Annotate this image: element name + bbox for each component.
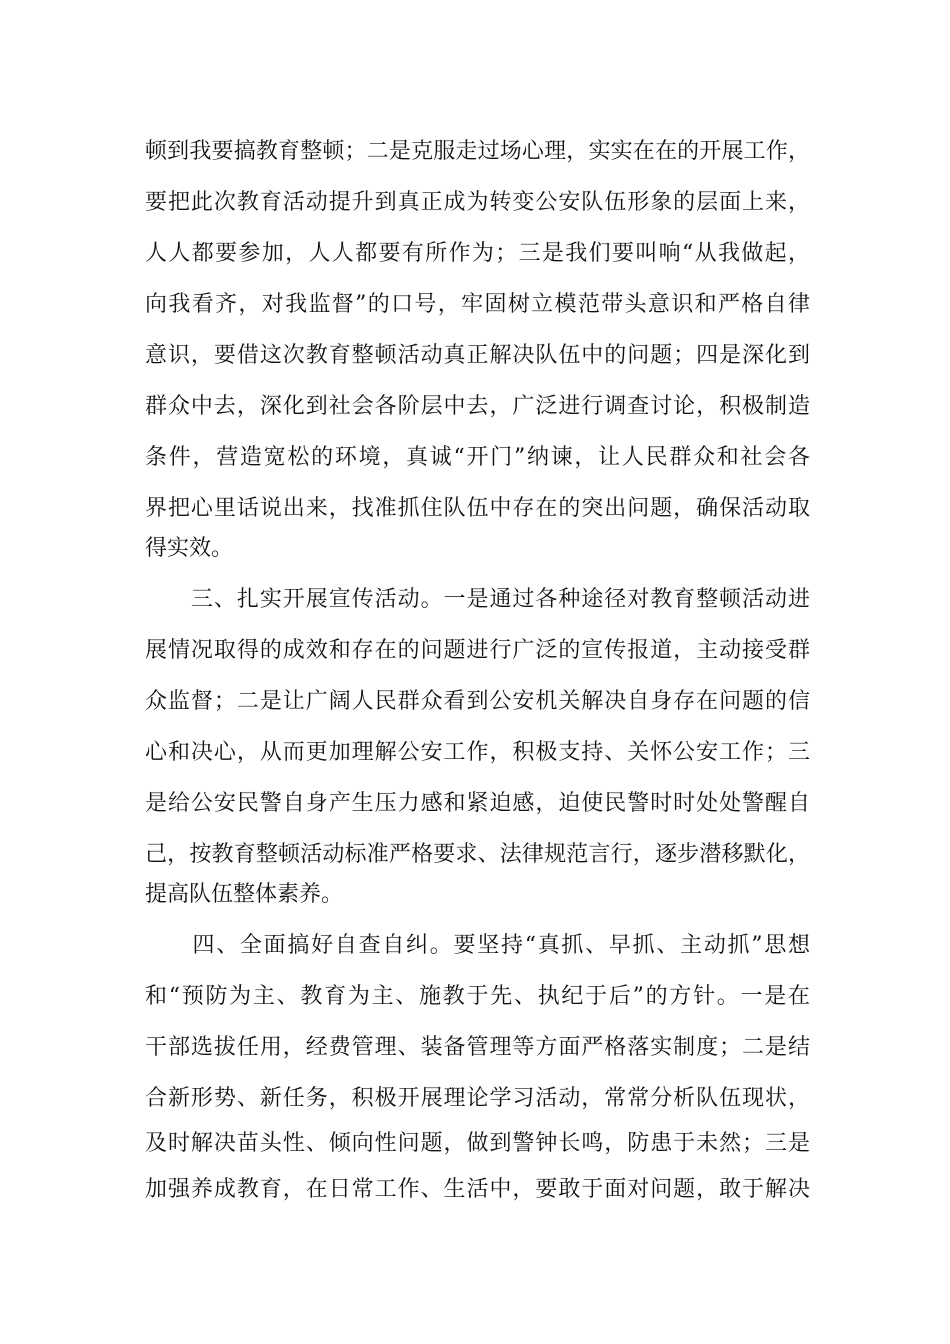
text-line: 人人都要参加，人人都要有所作为；三是我们要叫响“从我做起， (145, 241, 810, 266)
text-line: 加强养成教育，在日常工作、生活中，要敢于面对问题，敢于解决 (145, 1177, 810, 1202)
text-line: 是给公安民警自身产生压力感和紧迫感，迫使民警时时处处警醒自 (145, 791, 810, 816)
text-line: 群众中去，深化到社会各阶层中去，广泛进行调查讨论，积极制造 (145, 394, 810, 419)
paragraph-heading-line: 三、扎实开展宣传活动。一是通过各种途径对教育整顿活动进 (145, 587, 810, 612)
text-line: 合新形势、新任务，积极开展理论学习活动，常常分析队伍现状， (145, 1086, 810, 1111)
text-line: 要把此次教育活动提升到真正成为转变公安队伍形象的层面上来， (145, 190, 810, 215)
text-line: 提高队伍整体素养。 (145, 882, 344, 907)
text-line: 向我看齐，对我监督”的口号，牢固树立模范带头意识和严格自律 (145, 292, 810, 317)
text-line: 展情况取得的成效和存在的问题进行广泛的宣传报道，主动接受群 (145, 638, 810, 663)
text-line: 和“预防为主、教育为主、施教于先、执纪于后”的方针。一是在 (145, 984, 810, 1009)
text-line: 己，按教育整顿活动标准严格要求、法律规范言行，逐步潜移默化， (145, 842, 810, 867)
text-line: 众监督；二是让广阔人民群众看到公安机关解决自身存在问题的信 (145, 689, 810, 714)
text-line: 顿到我要搞教育整顿；二是克服走过场心理，实实在在的开展工作， (145, 139, 810, 164)
text-line: 意识，要借这次教育整顿活动真正解决队伍中的问题；四是深化到 (145, 343, 810, 368)
text-line: 及时解决苗头性、倾向性问题，做到警钟长鸣，防患于未然；三是 (145, 1131, 810, 1156)
paragraph-heading-line: 四、全面搞好自查自纠。要坚持“真抓、早抓、主动抓”思想 (145, 933, 810, 958)
text-line: 条件，营造宽松的环境，真诚“开门”纳谏，让人民群众和社会各 (145, 445, 810, 470)
text-line: 界把心里话说出来，找准抓住队伍中存在的突出问题，确保活动取 (145, 496, 810, 521)
text-line: 心和决心，从而更加理解公安工作，积极支持、关怀公安工作；三 (145, 740, 810, 765)
text-line: 得实效。 (145, 536, 234, 561)
text-line: 干部选拔任用，经费管理、装备管理等方面严格落实制度；二是结 (145, 1035, 810, 1060)
